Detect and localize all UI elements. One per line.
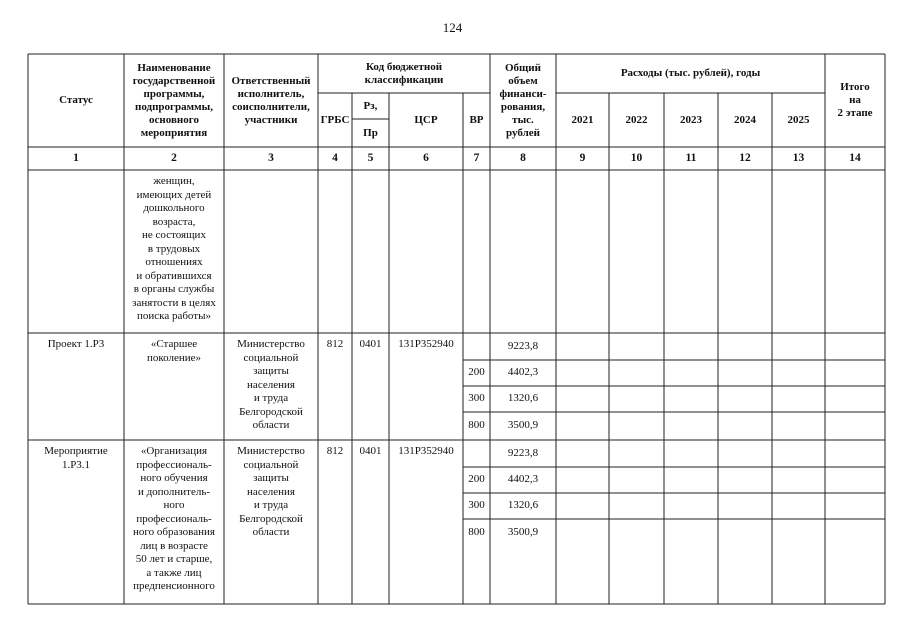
- column-number: 2: [171, 152, 177, 164]
- page-number: 124: [442, 20, 463, 35]
- column-number: 11: [685, 152, 697, 164]
- row-csr: 131Р352940: [398, 338, 454, 350]
- row-grbs: 812: [326, 445, 344, 457]
- header-csr: ЦСР: [414, 113, 438, 126]
- column-number: 7: [473, 152, 480, 164]
- column-number: 10: [630, 152, 643, 164]
- column-number: 4: [332, 152, 338, 164]
- row-amount: 4402,3: [507, 473, 539, 486]
- column-number: 13: [792, 152, 805, 164]
- row-csr: 131Р352940: [398, 445, 454, 457]
- header-name: Наименование государственной программы, подпрограммы, основного мероприятия: [132, 61, 216, 139]
- row-rzpr: 0401: [359, 445, 382, 457]
- header-vr: ВР: [469, 113, 484, 126]
- header-year-2022: 2022: [625, 113, 648, 126]
- column-number: 3: [268, 152, 274, 164]
- row-grbs: 812: [326, 338, 344, 350]
- column-number: 8: [520, 152, 526, 164]
- column-number: 9: [579, 152, 586, 164]
- header-responsible: Ответственный исполнитель, соисполнители, участники: [231, 74, 311, 126]
- column-number: 1: [73, 152, 79, 164]
- header-year-2021: 2021: [571, 113, 594, 126]
- row-vr: 300: [468, 499, 485, 512]
- row-vr: 800: [468, 525, 485, 538]
- row-name: «Старшее поколение»: [146, 338, 202, 364]
- row-amount: 4402,3: [507, 366, 539, 379]
- header-year-2023: 2023: [680, 113, 702, 126]
- row-vr: 300: [468, 392, 485, 405]
- header-budget-code: Код бюджетной классификации: [364, 60, 444, 86]
- row-amount: 1320,6: [507, 499, 539, 512]
- continuation-name: женщин, имеющих детей дошкольного возраста, не состоящих в трудовых отношениях и обратившихся в органы службы занятости в целях поиска работы»: [132, 175, 216, 322]
- row-rzpr: 0401: [359, 338, 382, 350]
- header-rz: Рз,: [363, 99, 378, 112]
- row-vr: 200: [468, 473, 485, 486]
- column-number: 12: [739, 152, 751, 164]
- row-name: «Организация профессиональ- ного обучения и дополнитель- ного профессиональ- ного образования лиц в возрасте 50 лет и старше, а также лиц предпенсионного: [133, 445, 215, 592]
- row-responsible: Министерство социальной защиты населения и труда Белгородской области: [237, 338, 305, 431]
- header-stage-total: Итого на 2 этапе: [837, 81, 873, 119]
- row-status: Проект 1.Р3: [47, 338, 105, 350]
- row-status: Мероприятие 1.Р3.1: [44, 445, 108, 471]
- header-pr: Пр: [363, 126, 378, 139]
- header-total-volume: Общий объем финанси- рования, тыс. рублей: [499, 61, 547, 139]
- header-status: Статус: [59, 94, 93, 106]
- row-amount: 3500,9: [507, 419, 539, 432]
- row-vr: 200: [468, 366, 485, 379]
- header-expenses: Расходы (тыс. рублей), годы: [620, 67, 761, 79]
- row-total: 9223,8: [507, 446, 539, 459]
- row-responsible: Министерство социальной защиты населения и труда Белгородской области: [237, 445, 305, 538]
- row-vr: 800: [468, 419, 485, 432]
- row-amount: 1320,6: [507, 392, 539, 405]
- row-amount: 3500,9: [507, 525, 539, 538]
- column-number: 14: [849, 152, 861, 164]
- row-total: 9223,8: [507, 339, 539, 352]
- column-number: 5: [367, 152, 374, 164]
- column-number: 6: [423, 152, 429, 164]
- header-year-2024: 2024: [734, 113, 756, 126]
- header-year-2025: 2025: [787, 113, 810, 126]
- header-grbs: ГРБС: [320, 113, 350, 126]
